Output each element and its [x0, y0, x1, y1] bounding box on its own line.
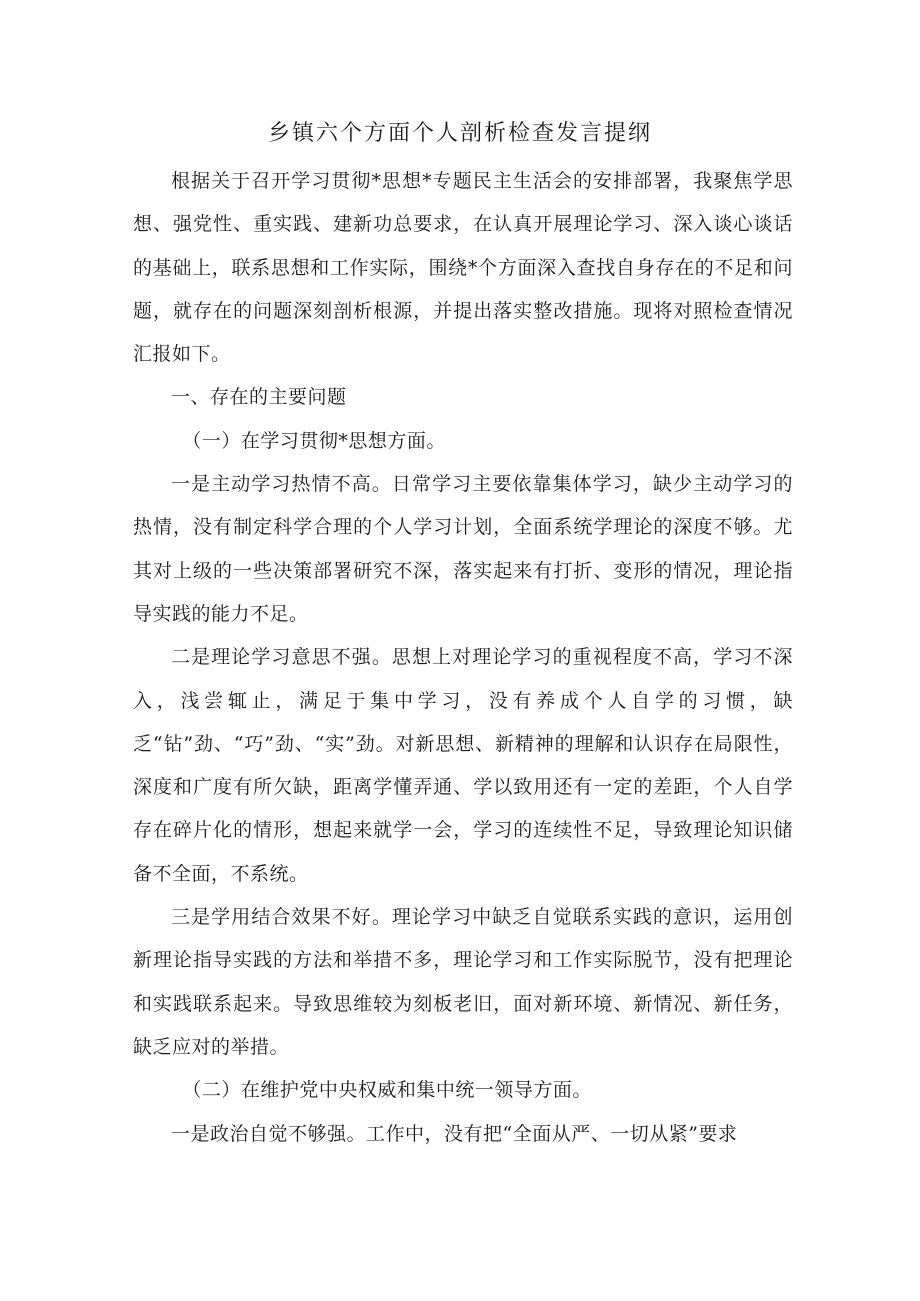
document-title: 乡镇六个方面个人剖析检查发言提纲 — [267, 121, 652, 146]
body-paragraph: 三是学用结合效果不好。理论学习中缺乏自觉联系实践的意识，运用创新理论指导实践的方法和举措不多，理论学习和工作实际脱节，没有把理论和实践联系起来。导致思维较为刻板老旧，面对新环境、新情况、新任务，缺乏应对的举措。 — [133, 906, 793, 1058]
body-paragraph: 一是主动学习热情不高。日常学习主要依靠集体学习，缺少主动学习的热情，没有制定科学合理的个人学习计划，全面系统学理论的深度不够。尤其对上级的一些决策部署研究不深，落实起来有打折、变形的情况，理论指导实践的能力不足。 — [133, 473, 793, 625]
subsection-heading: （一）在学习贯彻*思想方面。 — [182, 429, 446, 452]
section-heading: 一、存在的主要问题 — [171, 386, 347, 409]
body-paragraph: 二是理论学习意思不强。思想上对理论学习的重视程度不高，学习不深入，浅尝辄止，满足于集中学习，没有养成个人自学的习惯，缺乏“钻”劲、“巧”劲、“实”劲。对新思想、新精神的理解和认识存在局限性，深度和广度有所欠缺，距离学懂弄通、学以致用还有一定的差距，个人自学存在碎片化的情形，想起来就学一会，学习的连续性不足，导致理论知识储备不全面，不系统。 — [133, 646, 793, 885]
subsection-heading: （二）在维护党中央权威和集中统一领导方面。 — [182, 1079, 592, 1102]
body-paragraph: 一是政治自觉不够强。工作中，没有把“全面从严、一切从紧”要求 — [171, 1122, 738, 1145]
document-body — [133, 160, 793, 1156]
intro-paragraph: 根据关于召开学习贯彻*思想*专题民主生活会的安排部署，我聚焦学思想、强党性、重实践、建新功总要求，在认真开展理论学习、深入谈心谈话的基础上，联系思想和工作实际，围绕*个方面深入查找自身存在的不足和问题，就存在的问题深刻剖析根源，并提出落实整改措施。现将对照检查情况汇报如下。 — [133, 170, 793, 366]
